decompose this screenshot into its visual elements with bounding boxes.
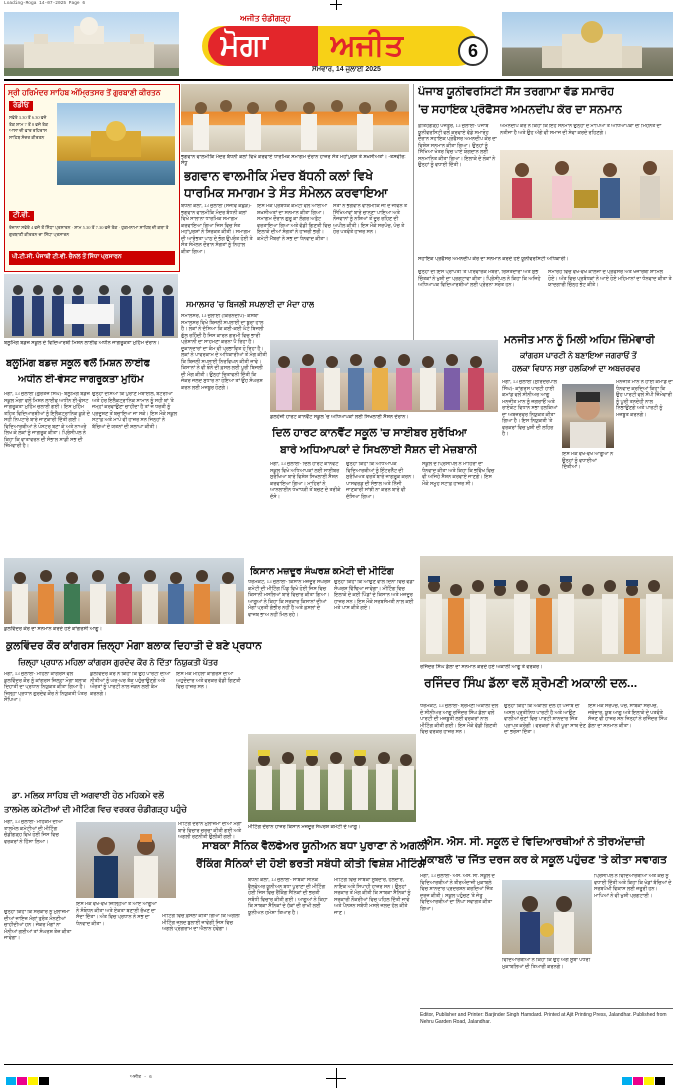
valmiki-event-photo (181, 84, 409, 152)
valmiki-headline-line1: ਭਗਵਾਨ ਵਾਲਮੀਕਿ ਮੰਦਰ ਬੱਧਨੀ ਕਲਾਂ ਵਿਖੇ (184, 169, 374, 183)
valmiki-body-col3: ਸੰਤਾਂ ਨੇ ਭਗਵਾਨ ਵਾਲਮੀਕਿ ਜੀ ਦੇ ਜੀਵਨ ਤੇ ਸਿੱਖਿਆਵਾਂ ਬਾਰੇ ਚਾਨਣਾ ਪਾਇਆ ਅਤੇ ਨੌਜਵਾਨਾਂ ਨੂੰ ਨਸ਼ਿਆਂ ਤੋਂ ਦੂਰ ਰਹਿਣ ਦੀ ਅਪੀਲ ਕੀਤੀ। ਇਸ ਮੌਕੇ ਸਰਪੰਚ, ਪੰਚ ਤੇ ਹੋਰ ਪਤਵੰਤੇ ਹਾਜ਼ਰ ਸਨ। (333, 204, 408, 235)
sainik-body-col2: ਮੀਟਿੰਗ ਵਿਚ ਸਾਬਕਾ ਸੂਬੇਦਾਰ, ਹੌਲਦਾਰ, ਨਾਇਕ ਅਤੇ ਸਿਪਾਹੀ ਹਾਜ਼ਰ ਸਨ। ਉਨ੍ਹਾਂ ਸਰਕਾਰ ਤੋਂ ਮੰਗ ਕੀਤੀ ਕਿ ਸਾਬਕਾ ਸੈਨਿਕਾਂ ਨੂੰ ਸਰਕਾਰੀ ਨੌਕਰੀਆਂ ਵਿਚ ਪਹਿਲ ਦਿੱਤੀ ਜਾਵੇ ਅਤੇ ਪੈਨਸ਼ਨ ਸਬੰਧੀ ਮਸਲੇ ਜਲਦ ਹੱਲ ਕੀਤੇ ਜਾਣ। (334, 878, 411, 916)
sas-body-col1: ਮੋਗਾ, 13 ਜੁਲਾਈ- ਐਸ. ਐਸ. ਸੀ. ਸਕੂਲ ਦੇ ਵਿਦਿਆਰਥੀਆਂ ਨੇ ਤੀਰਅੰਦਾਜ਼ੀ ਮੁਕਾਬਲੇ ਵਿਚ ਸ਼ਾਨਦਾਰ ਪ੍ਰਦਰਸ਼ਨ ਕਰਦਿਆਂ ਜਿੱਤ ਦਰਜ ਕੀਤੀ। ਸਕੂਲ ਪਹੁੰਚਣ 'ਤੇ ਜੇਤੂ ਵਿਦਿਆਰਥੀਆਂ ਦਾ ਨਿੱਘਾ ਸਵਾਗਤ ਕੀਤਾ ਗਿਆ। (420, 874, 495, 912)
akali-body-col1: ਧਰਮਕੋਟ, 13 ਜੁਲਾਈ- ਸ਼੍ਰੋਮਣੀ ਅਕਾਲੀ ਦਲ ਦੇ ਸੀਨੀਅਰ ਆਗੂ ਰਜਿੰਦਰ ਸਿੰਘ ਡੱਲਾ ਵਲੋਂ ਪਾਰਟੀ ਦੀ ਮਜ਼ਬੂਤੀ ਲਈ ਵਰਕਰਾਂ ਨਾਲ ਮੀਟਿੰਗ ਕੀਤੀ ਗਈ। ਇਸ ਮੌਕੇ ਵੱਡੀ ਗਿਣਤੀ ਵਿਚ ਵਰਕਰ ਹਾਜ਼ਰ ਸਨ। (420, 704, 499, 735)
archery-illustration (502, 880, 592, 954)
sas-archery-photo (502, 880, 592, 954)
portrait-illustration (562, 384, 614, 448)
masthead-rule (4, 79, 673, 81)
cyber-headline-line1: ਦਿਲ ਹਾਰਟ ਕਾਨਵੈਂਟ ਸਕੂਲ 'ਚ ਸਾਈਬਰ ਸੁਰੱਖਿਆ (272, 427, 468, 439)
dr-body-col4: ਇਸ ਮੌਕੇ ਵੱਖ-ਵੱਖ ਜ਼ਿਲ੍ਹਿਆਂ ਤੋਂ ਆਏ ਆਗੂਆਂ ਨੇ ਸੰਬੋਧਨ ਕੀਤਾ ਅਤੇ ਏਕਤਾ ਬਣਾਈ ਰੱਖਣ ਦਾ ਸੱਦਾ ਦਿੱਤਾ। ਅੰਤ ਵਿਚ ਪ੍ਰਧਾਨ ਨੇ ਸਭ ਦਾ ਧੰਨਵਾਦ ਕੀਤਾ। (76, 902, 157, 927)
blooming-body-col2: ਉਨ੍ਹਾਂ ਦੱਸਿਆ ਕਿ ਪੁਰਾਣੇ ਮੋਬਾਈਲ, ਬੈਟਰੀਆਂ ਅਤੇ ਹੋਰ ਇਲੈਕਟ੍ਰਾਨਿਕ ਸਾਮਾਨ ਨੂੰ ਸਹੀ ਥਾਂ 'ਤੇ ਜਮ੍ਹਾਂ ਕਰਵਾਉਣਾ ਚਾਹੀਦਾ ਹੈ ਤਾਂ ਜੋ ਧਰਤੀ ਨੂੰ ਪ੍ਰਦੂਸ਼ਣ ਤੋਂ ਬਚਾਇਆ ਜਾ ਸਕੇ। ਇਸ ਮੌਕੇ ਸਕੂਲ ਸਟਾਫ਼ ਅਤੇ ਮਾਪੇ ਵੀ ਹਾਜ਼ਰ ਸਨ ਜਿਨ੍ਹਾਂ ਨੇ ਬੱਚਿਆਂ ਦੇ ਯਤਨਾਂ ਦੀ ਸ਼ਲਾਘਾ ਕੀਤੀ। (92, 392, 178, 430)
crop-mark (336, 0, 337, 10)
crop-mark (330, 4, 342, 5)
masthead-tagline: ਅਜੀਤ ਚੰਡੀਗੜ੍ਹ (240, 14, 291, 23)
kulwinder-body-col1: ਮੋਗਾ, 13 ਜੁਲਾਈ- ਮਹਿਲਾ ਕਾਂਗਰਸ ਵਲੋਂ ਕੁਲਵਿੰਦਰ ਕੌਰ ਨੂੰ ਕਾਂਗਰਸ ਜ਼ਿਲ੍ਹਾ ਮੋਗਾ ਬਲਾਕ ਦਿਹਾਤੀ ਦਾ ਪ੍ਰਧਾਨ ਨਿਯੁਕਤ ਕੀਤਾ ਗਿਆ ਹੈ। ਜ਼ਿਲ੍ਹਾ ਪ੍ਰਧਾਨ ਗੁਰਦੇਵ ਕੌਰ ਨੇ ਨਿਯੁਕਤੀ ਪੱਤਰ ਸੌਂਪਿਆ। (4, 672, 87, 703)
cyber-body-col3: ਸਕੂਲ ਦੇ ਪ੍ਰਿੰਸੀਪਲ ਨੇ ਮਾਹਿਰਾਂ ਦਾ ਧੰਨਵਾਦ ਕੀਤਾ ਅਤੇ ਕਿਹਾ ਕਿ ਭਵਿੱਖ ਵਿਚ ਵੀ ਅਜਿਹੇ ਸੈਸ਼ਨ ਕਰਵਾਏ ਜਾਣਗੇ। ਇਸ ਮੌਕੇ ਸਮੂਹ ਸਟਾਫ਼ ਹਾਜ਼ਰ ਸੀ। (422, 462, 495, 487)
masthead-city: ਮੋਗਾ (220, 29, 270, 62)
kulwinder-headline: ਕੁਲਵਿੰਦਰ ਕੌਰ ਕਾਂਗਰਸ ਜ਼ਿਲ੍ਹਾ ਮੋਗਾ ਬਲਾਕ ਦਿਹਾਤੀ ਦੇ ਬਣੇ ਪ੍ਰਧਾਨ (6, 640, 262, 652)
page-number-badge (458, 36, 488, 66)
blooming-buds-caption: ਬਲੂਮਿੰਗ ਬਡਜ਼ ਸਕੂਲ ਦੇ ਵਿਦਿਆਰਥੀ ਮਿਸ਼ਨ ਲਾਈਫ ਅਧੀਨ ਜਾਗਰੂਕਤਾ ਮੁਹਿੰਮ ਦੌਰਾਨ। (4, 340, 160, 346)
kulwinder-photo (4, 558, 244, 624)
blooming-buds-photo (4, 274, 178, 338)
dalhousie-caption: ਡਲਹੌਜ਼ੀ ਹਾਰਟ ਕਾਨਵੈਂਟ ਸਕੂਲ 'ਚ ਅਧਿਆਪਕਾਂ ਲਈ ਸਿਖਲਾਈ ਸੈਸ਼ਨ ਦੌਰਾਨ। (270, 414, 409, 420)
akali-headline: ਰਜਿੰਦਰ ਸਿੰਘ ਡੱਲਾ ਵਲੋਂ ਸ਼੍ਰੋਮਣੀ ਅਕਾਲੀ ਦਲ... (424, 676, 638, 690)
meeting-illustration (76, 822, 176, 898)
kisan-body-col1: ਧਰਮਕੋਟ, 13 ਜੁਲਾਈ- ਕਿਸਾਨ ਮਜ਼ਦੂਰ ਸੰਘਰਸ਼ ਕਮੇਟੀ ਦੀ ਮੀਟਿੰਗ ਪਿੰਡ ਵਿਖੇ ਹੋਈ ਜਿਸ ਵਿਚ ਕਿਸਾਨੀ ਮਸਲਿਆਂ ਬਾਰੇ ਵਿਚਾਰ ਕੀਤਾ ਗਿਆ। ਆਗੂਆਂ ਨੇ ਕਿਹਾ ਕਿ ਸਰਕਾਰ ਕਿਸਾਨਾਂ ਦੀਆਂ ਮੰਗਾਂ ਪ੍ਰਤੀ ਗੰਭੀਰ ਨਹੀਂ ਹੈ ਅਤੇ ਫ਼ਸਲਾਂ ਦੇ ਵਾਜਬ ਭਾਅ ਨਹੀਂ ਮਿਲ ਰਹੇ। (248, 580, 331, 618)
kisan-group-illustration (248, 734, 416, 822)
manjit-portrait (562, 384, 614, 448)
sas-headline-line1: ਐਸ. ਐਸ. ਸੀ. ਸਕੂਲ ਦੇ ਵਿਦਿਆਰਥੀਆਂ ਨੇ ਤੀਰਅੰਦਾਜ਼ੀ (424, 836, 645, 848)
dr-body-col5: ਮੀਟਿੰਗ ਵਿਚ ਫ਼ੈਸਲਾ ਕੀਤਾ ਗਿਆ ਕਿ ਅਗਲੀ ਮੀਟਿੰਗ ਜਲਦ ਬੁਲਾਈ ਜਾਵੇਗੀ ਜਿਸ ਵਿਚ ਅਗਲੇ ਪ੍ਰੋਗਰਾਮ ਦਾ ਐਲਾਨ ਹੋਵੇਗਾ। (162, 914, 240, 932)
footer-rule (4, 1064, 673, 1065)
kulwinder-body-col3: ਇਸ ਮੌਕੇ ਮਹਿਲਾ ਕਾਂਗਰਸ ਦੀਆਂ ਅਹੁਦੇਦਾਰ ਅਤੇ ਵਰਕਰ ਵੱਡੀ ਗਿਣਤੀ ਵਿਚ ਹਾਜ਼ਰ ਸਨ। (176, 672, 241, 690)
blooming-headline-line2: ਅਧੀਨ ਈ-ਵੇਸਟ ਜਾਗਰੂਕਤਾ ਮੁਹਿੰਮ (18, 374, 144, 385)
bijli-body-col1: ਸਮਾਲਸਰ, 13 ਜੁਲਾਈ (ਕਿਰਨਦੀਪ)- ਕਸਬਾ ਸਮਾਲਸਰ ਵਿਖੇ ਬਿਜਲੀ ਸਪਲਾਈ ਦਾ ਬੁਰਾ ਹਾਲ ਹੈ। ਲੋਕਾਂ ਨੇ ਦੱਸਿਆ ਕਿ ਕਈ-ਕਈ ਘੰਟੇ ਬਿਜਲੀ ਗੁੱਲ ਰਹਿੰਦੀ ਹੈ ਜਿਸ ਕਾਰਨ ਗਰਮੀ ਵਿਚ ਭਾਰੀ ਪ੍ਰੇਸ਼ਾਨੀ ਦਾ ਸਾਹਮਣਾ ਕਰਨਾ ਪੈ ਰਿਹਾ ਹੈ। ਦੁਕਾਨਦਾਰਾਂ ਦਾ ਕੰਮ ਵੀ ਪ੍ਰਭਾਵਿਤ ਹੋ ਰਿਹਾ ਹੈ। ਲੋਕਾਂ ਨੇ ਪਾਵਰਕਾਮ ਦੇ ਅਧਿਕਾਰੀਆਂ ਤੋਂ ਮੰਗ ਕੀਤੀ ਕਿ ਬਿਜਲੀ ਸਪਲਾਈ ਨਿਰਵਿਘਨ ਕੀਤੀ ਜਾਵੇ। ਕਿਸਾਨਾਂ ਨੇ ਵੀ ਝੋਨੇ ਦੀ ਫ਼ਸਲ ਲਈ ਪੂਰੀ ਬਿਜਲੀ ਦੀ ਮੰਗ ਕੀਤੀ। ਉਨ੍ਹਾਂ ਚਿਤਾਵਨੀ ਦਿੱਤੀ ਕਿ ਜੇਕਰ ਜਲਦ ਸੁਧਾਰ ਨਾ ਹੋਇਆ ਤਾਂ ਉਹ ਸੰਘਰਸ਼ ਕਰਨ ਲਈ ਮਜਬੂਰ ਹੋਣਗੇ। (181, 314, 267, 391)
valmiki-headline-line2: ਧਾਰਮਿਕ ਸਮਾਗਮ ਤੇ ਸੰਤ ਸੰਮੇਲਨ ਕਰਵਾਇਆ (184, 186, 388, 200)
dr-body-col1: ਮੋਗਾ, 13 ਜੁਲਾਈ- ਮਹਿਕਮੇ ਦੀਆਂ ਤਾਲਮੇਲ ਕਮੇਟੀਆਂ ਦੀ ਮੀਟਿੰਗ ਚੰਡੀਗੜ੍ਹ ਵਿਖੇ ਹੋਈ ਜਿਸ ਵਿਚ ਵਰਕਰਾਂ ਨੇ ਹਿੱਸਾ ਲਿਆ। (4, 820, 63, 845)
cyber-body-col1: ਮੋਗਾ, 13 ਜੁਲਾਈ- ਦਿਲ ਹਾਰਟ ਕਾਨਵੈਂਟ ਸਕੂਲ ਵਿਖੇ ਅਧਿਆਪਕਾਂ ਲਈ ਸਾਈਬਰ ਸੁਰੱਖਿਆ ਬਾਰੇ ਵਿਸ਼ੇਸ਼ ਸਿਖਲਾਈ ਸੈਸ਼ਨ ਕਰਵਾਇਆ ਗਿਆ। ਮਾਹਿਰਾਂ ਨੇ ਆਨਲਾਈਨ ਧੋਖਾਧੜੀ ਤੋਂ ਬਚਣ ਦੇ ਤਰੀਕੇ ਦੱਸੇ। (270, 462, 341, 500)
crop-mark (326, 1078, 346, 1079)
university-headline-line1: ਪੰਜਾਬ ਯੂਨੀਵਰਸਿਟੀ ਸੈਂਸ ਤਰਗਾਮਾ ਵੱਡ ਸਮਾਰੋਹ (418, 86, 615, 98)
university-caption: ਸਹਾਇਕ ਪ੍ਰੋਫੈਸਰ ਅਮਨਦੀਪ ਕੌਰ ਦਾ ਸਨਮਾਨ ਕਰਦੇ ਹੋਏ ਯੂਨੀਵਰਸਿਟੀ ਅਧਿਕਾਰੀ। (418, 256, 569, 262)
masthead-paper: ਅਜੀਤ (330, 29, 404, 62)
akali-crowd-illustration (420, 556, 673, 662)
dalhousie-photo (270, 340, 498, 412)
golden-temple-photo (57, 103, 175, 185)
gurdwara-illustration (502, 12, 673, 76)
akali-caption: ਰਜਿੰਦਰ ਸਿੰਘ ਡੱਲਾ ਦਾ ਸਨਮਾਨ ਕਰਦੇ ਹੋਏ ਅਕਾਲੀ ਆਗੂ ਤੇ ਵਰਕਰ। (420, 664, 543, 670)
university-headline-line2: 'ਚ ਸਹਾਇਕ ਪ੍ਰੋਫੈਸਰ ਅਮਨਦੀਪ ਕੌਰ ਦਾ ਸਨਮਾਨ (418, 104, 623, 116)
blooming-body-col1: ਮੋਗਾ, 13 ਜੁਲਾਈ (ਗੁਰਤੇਜ ਸਿੰਘ)- ਬਲੂਮਿੰਗ ਬਡਜ਼ ਸਕੂਲ ਮੋਗਾ ਵਲੋਂ ਮਿਸ਼ਨ ਲਾਈਫ ਅਧੀਨ ਈ-ਵੇਸਟ ਜਾਗਰੂਕਤਾ ਮੁਹਿੰਮ ਚਲਾਈ ਗਈ। ਇਸ ਮੁਹਿੰਮ ਤਹਿਤ ਵਿਦਿਆਰਥੀਆਂ ਨੂੰ ਇਲੈਕਟ੍ਰਾਨਿਕ ਕੂੜੇ ਦੇ ਸਹੀ ਨਿਪਟਾਰੇ ਬਾਰੇ ਜਾਣਕਾਰੀ ਦਿੱਤੀ ਗਈ। ਵਿਦਿਆਰਥੀਆਂ ਨੇ ਪੋਸਟਰ ਬਣਾ ਕੇ ਅਤੇ ਨਾਅਰੇ ਲਿਖ ਕੇ ਲੋਕਾਂ ਨੂੰ ਜਾਗਰੂਕ ਕੀਤਾ। ਪ੍ਰਿੰਸੀਪਲ ਨੇ ਕਿਹਾ ਕਿ ਵਾਤਾਵਰਨ ਦੀ ਸੰਭਾਲ ਸਾਡੀ ਸਭ ਦੀ ਜ਼ਿੰਮੇਵਾਰੀ ਹੈ। (4, 392, 90, 449)
gurbani-ad-footer-band (9, 251, 175, 265)
gurbani-ad-timings: ਸਵੇਰੇ 3.30 ਤੋਂ 6.30 ਵਜੇ ਤੱਕ ਸ਼ਾਮ 7 ਤੋਂ 8 ਵਜੇ ਤੱਕ ਆਸਾ ਦੀ ਵਾਰ ਰਹਿਰਾਸ ਸਾਹਿਬ ਸੋਦਰ ਕੀਰਤਨ (9, 115, 49, 140)
manjit-headline: ਮਨਜੀਤ ਮਾਨ ਨੂੰ ਮਿਲੀ ਅਹਿਮ ਜ਼ਿੰਮੇਵਾਰੀ (504, 334, 655, 346)
color-registration-bar (6, 1072, 50, 1090)
golden-temple-illustration (57, 103, 175, 185)
honor-illustration (500, 150, 673, 220)
bijli-headline: ਸਮਾਲਸਰ 'ਚ ਬਿਜਲੀ ਸਪਲਾਈ ਦਾ ਮੰਦਾ ਹਾਲ (186, 300, 315, 309)
university-body-col3: ਉਨ੍ਹਾਂ ਦੀ ਇਸ ਪ੍ਰਾਪਤੀ 'ਤੇ ਪਰਿਵਾਰਕ ਮੈਂਬਰਾਂ, ਰਿਸ਼ਤੇਦਾਰਾਂ ਅਤੇ ਸ਼ੁੱਭ ਚਿੰਤਕਾਂ ਨੇ ਖੁਸ਼ੀ ਦਾ ਪ੍ਰਗਟਾਵਾ ਕੀਤਾ। ਪ੍ਰਿੰਸੀਪਲ ਨੇ ਕਿਹਾ ਕਿ ਅਜਿਹੇ ਅਧਿਆਪਕ ਵਿਦਿਆਰਥੀਆਂ ਲਈ ਪ੍ਰੇਰਨਾ ਸਰੋਤ ਹਨ। (418, 270, 541, 288)
akali-body-col2: ਉਨ੍ਹਾਂ ਕਿਹਾ ਕਿ ਅਕਾਲੀ ਦਲ ਹੀ ਪੰਜਾਬ ਦੀ ਅਸਲ ਪ੍ਰਤੀਨਿਧ ਪਾਰਟੀ ਹੈ ਅਤੇ ਆਉਣ ਵਾਲੀਆਂ ਚੋਣਾਂ ਵਿਚ ਪਾਰਟੀ ਸ਼ਾਨਦਾਰ ਜਿੱਤ ਪ੍ਰਾਪਤ ਕਰੇਗੀ। ਵਰਕਰਾਂ ਨੇ ਵੀ ਪੂਰਾ ਸਾਥ ਦੇਣ ਦਾ ਭਰੋਸਾ ਦਿੱਤਾ। (504, 704, 586, 735)
masthead-date: ਸੋਮਵਾਰ, 14 ਜੁਲਾਈ 2025 (312, 66, 381, 73)
blooming-headline-line1: ਬਲੂਮਿੰਗ ਬਡਜ਼ ਸਕੂਲ ਵਲੋਂ ਮਿਸ਼ਨ ਲਾਈਫ (6, 358, 151, 369)
kisan-body-col2: ਉਨ੍ਹਾਂ ਕਿਹਾ ਕਿ ਆਉਣ ਵਾਲੇ ਦਿਨਾਂ ਵਿਚ ਵੱਡਾ ਸੰਘਰਸ਼ ਵਿੱਢਿਆ ਜਾਵੇਗਾ। ਮੀਟਿੰਗ ਵਿਚ ਇਲਾਕੇ ਦੇ ਕਈ ਪਿੰਡਾਂ ਦੇ ਕਿਸਾਨ ਅਤੇ ਮਜ਼ਦੂਰ ਹਾਜ਼ਰ ਸਨ। ਇਸ ਮੌਕੇ ਸਰਬਸੰਮਤੀ ਨਾਲ ਕਈ ਮਤੇ ਪਾਸ ਕੀਤੇ ਗਏ। (334, 580, 415, 611)
kulwinder-body-col2: ਕੁਲਵਿੰਦਰ ਕੌਰ ਨੇ ਕਿਹਾ ਕਿ ਉਹ ਪਾਰਟੀ ਦੀਆਂ ਨੀਤੀਆਂ ਨੂੰ ਘਰ-ਘਰ ਤੱਕ ਪਹੁੰਚਾਉਣਗੇ ਅਤੇ ਔਰਤਾਂ ਨੂੰ ਪਾਰਟੀ ਨਾਲ ਜੋੜਨ ਲਈ ਕੰਮ ਕਰਨਗੇ। (90, 672, 171, 697)
teachers-illustration (270, 340, 498, 412)
manjit-body-col1: ਮੋਗਾ, 13 ਜੁਲਾਈ (ਸੁਰਿੰਦਰਪਾਲ ਸਿੰਘ)- ਕਾਂਗਰਸ ਪਾਰਟੀ ਹਾਈ ਕਮਾਂਡ ਵਲੋਂ ਸੀਨੀਅਰ ਆਗੂ ਮਨਜੀਤ ਮਾਨ ਨੂੰ ਜਗਰਾਓਂ ਅਤੇ ਰਾਏਕੋਟ ਵਿਧਾਨ ਸਭਾ ਹਲਕਿਆਂ ਦਾ ਅਬਜ਼ਰਵਰ ਨਿਯੁਕਤ ਕੀਤਾ ਗਿਆ ਹੈ। ਇਸ ਨਿਯੁਕਤੀ 'ਤੇ ਵਰਕਰਾਂ ਵਿਚ ਖੁਸ਼ੀ ਦੀ ਲਹਿਰ ਹੈ। (502, 380, 558, 437)
dr-headline-line1: ਡਾ. ਮਲਿਕ ਸਾਹਿਬ ਦੀ ਅਗਵਾਈ ਹੇਠ ਮਹਿਕਮੇ ਵਲੋਂ (12, 790, 164, 800)
kisan-meeting-photo (248, 734, 416, 822)
manjit-subhead-line1: ਕਾਂਗਰਸ ਪਾਰਟੀ ਨੇ ਬਣਾਇਆ ਜਗਰਾਓਂ ਤੋਂ (520, 351, 637, 360)
sas-body-col3: ਵਿਦਿਆਰਥੀਆਂ ਨੇ ਕਿਹਾ ਕਿ ਉਹ ਅੱਗੇ ਸੂਬਾ ਪੱਧਰੀ ਮੁਕਾਬਲਿਆਂ ਦੀ ਤਿਆਰੀ ਕਰਨਗੇ। (502, 958, 591, 970)
valmiki-body-col2: ਇਸ ਮੌਕੇ ਪ੍ਰਬੰਧਕ ਕਮੇਟੀ ਵਲੋਂ ਆਈਆਂ ਸ਼ਖ਼ਸੀਅਤਾਂ ਦਾ ਸਨਮਾਨ ਕੀਤਾ ਗਿਆ। ਸਮਾਗਮ ਦੌਰਾਨ ਗੁਰੂ ਕਾ ਲੰਗਰ ਅਤੁੱਟ ਵਰਤਾਇਆ ਗਿਆ ਅਤੇ ਵੱਡੀ ਗਿਣਤੀ ਵਿਚ ਇਲਾਕੇ ਦੀਆਂ ਸੰਗਤਾਂ ਨੇ ਹਾਜ਼ਰੀ ਭਰੀ। ਕਮੇਟੀ ਮੈਂਬਰਾਂ ਨੇ ਸਭ ਦਾ ਧੰਨਵਾਦ ਕੀਤਾ। (257, 204, 331, 242)
color-registration-bar (622, 1072, 666, 1090)
gurbani-ad-footer: ਪੀ.ਟੀ.ਸੀ. ਪੰਜਾਬੀ ਟੀ.ਵੀ. ਚੈਨਲ ਤੋਂ ਸਿੱਧਾ ਪ੍ਰਸਾਰਨ (12, 254, 122, 260)
university-body-col1: ਫ਼ਤਿਹਗੜ੍ਹ ਪੰਜਤੂਰ, 13 ਜੁਲਾਈ- ਪੰਜਾਬ ਯੂਨੀਵਰਸਿਟੀ ਵਲੋਂ ਕਰਵਾਏ ਵੱਡੇ ਸਮਾਰੋਹ ਦੌਰਾਨ ਸਹਾਇਕ ਪ੍ਰੋਫੈਸਰ ਅਮਨਦੀਪ ਕੌਰ ਦਾ ਵਿਸ਼ੇਸ਼ ਸਨਮਾਨ ਕੀਤਾ ਗਿਆ। ਉਨ੍ਹਾਂ ਨੂੰ ਸਿੱਖਿਆ ਖੇਤਰ ਵਿਚ ਪਾਏ ਯੋਗਦਾਨ ਲਈ ਸਨਮਾਨਿਤ ਕੀਤਾ ਗਿਆ। ਇਲਾਕੇ ਦੇ ਲੋਕਾਂ ਨੇ ਉਨ੍ਹਾਂ ਨੂੰ ਵਧਾਈ ਦਿੱਤੀ। (418, 124, 497, 168)
cyber-body-col2: ਉਨ੍ਹਾਂ ਕਿਹਾ ਕਿ ਅਧਿਆਪਕ ਵਿਦਿਆਰਥੀਆਂ ਨੂੰ ਇੰਟਰਨੈੱਟ ਦੀ ਸੁਰੱਖਿਅਤ ਵਰਤੋਂ ਬਾਰੇ ਜਾਗਰੂਕ ਕਰਨ। ਪਾਸਵਰਡ ਦੀ ਸੰਭਾਲ ਅਤੇ ਨਿੱਜੀ ਜਾਣਕਾਰੀ ਸਾਂਝੀ ਨਾ ਕਰਨ ਬਾਰੇ ਵੀ ਦੱਸਿਆ ਗਿਆ। (346, 462, 415, 500)
valmiki-caption: ਭਗਵਾਨ ਵਾਲਮੀਕਿ ਮੰਦਰ ਬੱਧਨੀ ਕਲਾਂ ਵਿਖੇ ਕਰਵਾਏ ਧਾਰਮਿਕ ਸਮਾਗਮ ਦੌਰਾਨ ਹਾਜ਼ਰ ਸੰਤ ਮਹਾਂਪੁਰਸ਼ ਤੇ ਸ਼ਖ਼ਸੀਅਤਾਂ। -ਤਸਵੀਰ: ਸੰਧੂ (181, 154, 406, 166)
imprint: Editor, Publisher and Printer: Barjinder Singh Hamdard. Printed at Ajit Printing Press, Jalandhar. Published from Nehru Garden Road, Jalandhar. (420, 1012, 667, 1025)
university-body-col2: ਅਮਨਦੀਪ ਕੌਰ ਨੇ ਕਿਹਾ ਕਿ ਇਹ ਸਨਮਾਨ ਉਨ੍ਹਾਂ ਦੇ ਮਾਪਿਆਂ ਤੇ ਅਧਿਆਪਕਾਂ ਦੀ ਮਿਹਨਤ ਦਾ ਨਤੀਜਾ ਹੈ ਅਤੇ ਉਹ ਅੱਗੇ ਵੀ ਸਮਾਜ ਦੀ ਸੇਵਾ ਕਰਦੇ ਰਹਿਣਗੇ। (500, 124, 662, 136)
dr-body-col2: ਮੀਟਿੰਗ ਦੌਰਾਨ ਮੁਲਾਜ਼ਮਾਂ ਦੀਆਂ ਮੰਗਾਂ ਬਾਰੇ ਵਿਚਾਰ ਚਰਚਾ ਕੀਤੀ ਗਈ ਅਤੇ ਅਗਲੀ ਰਣਨੀਤੀ ਉਲੀਕੀ ਗਈ। (178, 822, 242, 840)
kulwinder-subhead: ਜ਼ਿਲ੍ਹਾ ਪ੍ਰਧਾਨ ਮਹਿਲਾ ਕਾਂਗਰਸ ਗੁਰਦੇਵ ਕੌਰ ਨੇ ਦਿੱਤਾ ਨਿਯੁਕਤੀ ਪੱਤਰ (18, 658, 219, 667)
university-body-col4: ਸਮਾਰੋਹ ਵਿਚ ਵੱਖ-ਵੱਖ ਕਾਲਜਾਂ ਦੇ ਪ੍ਰੋਫੈਸਰ ਅਤੇ ਖੋਜਾਰਥੀ ਸ਼ਾਮਿਲ ਹੋਏ। ਅੰਤ ਵਿਚ ਪ੍ਰਬੰਧਕਾਂ ਨੇ ਆਏ ਹੋਏ ਮਹਿਮਾਨਾਂ ਦਾ ਧੰਨਵਾਦ ਕੀਤਾ ਤੇ ਯਾਦਗਾਰੀ ਚਿੰਨ੍ਹ ਭੇਟ ਕੀਤੇ। (548, 270, 672, 288)
akali-body-col3: ਇਸ ਮੌਕੇ ਸਰਪੰਚ, ਪੰਚ, ਸਾਬਕਾ ਸਰਪੰਚ, ਜਥੇਦਾਰ, ਯੂਥ ਆਗੂ ਅਤੇ ਇਲਾਕੇ ਦੇ ਪਤਵੰਤੇ ਸੱਜਣ ਵੀ ਹਾਜ਼ਰ ਸਨ ਜਿਨ੍ਹਾਂ ਨੇ ਰਜਿੰਦਰ ਸਿੰਘ ਡੱਲਾ ਦਾ ਸਨਮਾਨ ਕੀਤਾ। (588, 704, 668, 729)
sainik-body-col1: ਬਧਨੀ ਕਲਾਂ, 13 ਜੁਲਾਈ- ਸਾਬਕਾ ਸੈਨਿਕ ਵੈਲਫੇਅਰ ਯੂਨੀਅਨ ਬਧਾ ਪੁਰਾਣਾ ਦੀ ਮੀਟਿੰਗ ਹੋਈ ਜਿਸ ਵਿਚ ਰੈਂਕਿੰਗ ਸੈਨਿਕਾਂ ਦੀ ਭਰਤੀ ਸਬੰਧੀ ਵਿਚਾਰ ਕੀਤੀ ਗਈ। ਆਗੂਆਂ ਨੇ ਕਿਹਾ ਕਿ ਸਾਬਕਾ ਸੈਨਿਕਾਂ ਦੇ ਹੱਕਾਂ ਦੀ ਰਾਖੀ ਲਈ ਯੂਨੀਅਨ ਹਮੇਸ਼ਾ ਤਿਆਰ ਹੈ। (248, 878, 328, 916)
dr-body-col3: ਉਨ੍ਹਾਂ ਕਿਹਾ ਕਿ ਸਰਕਾਰ ਨੂੰ ਮੁਲਾਜ਼ਮਾਂ ਦੀਆਂ ਜਾਇਜ਼ ਮੰਗਾਂ ਤੁਰੰਤ ਮੰਨਣੀਆਂ ਚਾਹੀਦੀਆਂ ਹਨ। ਜੇਕਰ ਮੰਗਾਂ ਨਾ ਮੰਨੀਆਂ ਗਈਆਂ ਤਾਂ ਸੰਘਰਸ਼ ਤੇਜ਼ ਕੀਤਾ ਜਾਵੇਗਾ। (4, 910, 72, 941)
valmiki-body-col1: ਬੱਧਨੀ ਕਲਾਂ, 13 ਜੁਲਾਈ (ਸੰਜੀਵ ਕੋਛੜ)- ਭਗਵਾਨ ਵਾਲਮੀਕਿ ਮੰਦਰ ਬੱਧਨੀ ਕਲਾਂ ਵਿਖੇ ਸਾਲਾਨਾ ਧਾਰਮਿਕ ਸਮਾਗਮ ਕਰਵਾਇਆ ਗਿਆ ਜਿਸ ਵਿਚ ਸੰਤ ਮਹਾਂਪੁਰਸ਼ਾਂ ਨੇ ਸ਼ਿਰਕਤ ਕੀਤੀ। ਸਮਾਗਮ ਦੀ ਆਰੰਭਤਾ ਪਾਠ ਦੇ ਭੋਗ ਉਪਰੰਤ ਹੋਈ ਤੇ ਸੰਤ ਸੰਮੇਲਨ ਦੌਰਾਨ ਸੰਗਤਾਂ ਨੂੰ ਨਿਹਾਲ ਕੀਤਾ ਗਿਆ। (181, 204, 253, 255)
footer-page-label: ਅਜੀਤ - 6 (130, 1075, 152, 1080)
sainik-headline-line1: ਸਾਬਕਾ ਸੈਨਿਕ ਵੈਲਫੇਅਰ ਯੂਨੀਅਨ ਬਧਾ ਪੁਰਾਣਾ ਨੇ ਅਗਲੀ (202, 840, 429, 852)
masthead-photo-left (4, 12, 179, 76)
crowd-illustration (181, 84, 409, 152)
congress-group-illustration (4, 558, 244, 624)
gurbani-ad-radio-label: ਰੇਡੀਓ (9, 101, 33, 111)
masthead-photo-right (502, 12, 673, 76)
dr-headline-line2: ਤਾਲਮੇਲ ਕਮੇਟੀਆਂ ਦੀ ਮੀਟਿੰਗ ਵਿਚ ਵਰਕਰ ਚੰਡੀਗੜ੍ਹ ਪਹੁੰਚੇ (4, 804, 187, 814)
sas-headline-line2: ਮੁਕਾਬਲੇ 'ਚ ਜਿੱਤ ਦਰਜ ਕਰ ਕੇ ਸਕੂਲ ਪਹੁੰਚਣ 'ਤੇ ਕੀਤਾ ਸਵਾਗਤ (420, 854, 668, 866)
kulwinder-caption: ਕੁਲਵਿੰਦਰ ਕੌਰ ਦਾ ਸਨਮਾਨ ਕਰਦੇ ਹੋਏ ਕਾਂਗਰਸੀ ਆਗੂ। (4, 626, 102, 632)
dr-meeting-photo (76, 822, 176, 898)
students-illustration (4, 274, 178, 338)
kisan-headline: ਕਿਸਾਨ ਮਜ਼ਦੂਰ ਸੰਘਰਸ਼ ਕਮੇਟੀ ਦੀ ਮੀਟਿੰਗ (250, 566, 394, 577)
imprint-rule (420, 1008, 673, 1009)
temple-illustration (4, 12, 179, 76)
gurbani-ad-tv-label: ਟੀ.ਵੀ. (9, 211, 34, 221)
university-honor-photo (500, 150, 673, 220)
gurbani-ad (4, 84, 180, 272)
sas-body-col2: ਪ੍ਰਿੰਸੀਪਲ ਨੇ ਵਿਦਿਆਰਥੀਆਂ ਅਤੇ ਕੋਚ ਨੂੰ ਵਧਾਈ ਦਿੱਤੀ ਅਤੇ ਕਿਹਾ ਕਿ ਖੇਡਾਂ ਬੱਚਿਆਂ ਦੇ ਸਰਬਪੱਖੀ ਵਿਕਾਸ ਲਈ ਜ਼ਰੂਰੀ ਹਨ। ਮਾਪਿਆਂ ਨੇ ਵੀ ਖੁਸ਼ੀ ਪ੍ਰਗਟਾਈ। (594, 874, 672, 899)
manjit-subhead-line2: ਹਲਕਾ ਵਿਧਾਨ ਸਭਾ ਹਲਕਿਆਂ ਦਾ ਅਬਜ਼ਰਵਰ (512, 364, 641, 373)
masthead-banner (180, 14, 500, 76)
gurbani-ad-body: ਰੋਜ਼ਾਨਾ ਸਵੇਰੇ 4 ਵਜੇ ਤੋਂ ਸਿੱਧਾ ਪ੍ਰਸਾਰਨ · ਸ਼ਾਮ 5.30 ਤੋਂ 7.30 ਵਜੇ ਤੱਕ · ਹੁਕਮਨਾਮਾ ਸਾਹਿਬ ਦੀ ਕਥਾ ਤੇ ਗੁਰਬਾਣੀ ਕੀਰਤਨ ਦਾ ਸਿੱਧਾ ਪ੍ਰਸਾਰਨ (9, 225, 169, 237)
manjit-body-col3: ਇਸ ਮੌਕੇ ਵੱਖ-ਵੱਖ ਆਗੂਆਂ ਨੇ ਉਨ੍ਹਾਂ ਨੂੰ ਵਧਾਈਆਂ ਦਿੱਤੀਆਂ। (562, 452, 614, 470)
cyber-headline-line2: ਬਾਰੇ ਅਧਿਆਪਕਾਂ ਦੇ ਸਿਖਲਾਈ ਸੈਸ਼ਨ ਦੀ ਮੇਜ਼ਬਾਨੀ (280, 444, 478, 456)
print-slug: Loading-Moga 14-07-2025 Page 6 (4, 1, 86, 6)
sainik-headline-line2: ਰੈਂਕਿੰਗ ਸੈਨਿਕਾਂ ਦੀ ਹੋਈ ਭਰਤੀ ਸਬੰਧੀ ਕੀਤੀ ਵਿਸ਼ੇਸ਼ ਮੀਟਿੰਗ (196, 858, 426, 870)
page-number: 6 (467, 41, 478, 61)
manjit-body-col2: ਮਨਜੀਤ ਮਾਨ ਨੇ ਹਾਈ ਕਮਾਂਡ ਦਾ ਧੰਨਵਾਦ ਕਰਦਿਆਂ ਕਿਹਾ ਕਿ ਉਹ ਪਾਰਟੀ ਵਲੋਂ ਸੌਂਪੀ ਜ਼ਿੰਮੇਵਾਰੀ ਨੂੰ ਪੂਰੀ ਤਨਦੇਹੀ ਨਾਲ ਨਿਭਾਉਣਗੇ ਅਤੇ ਪਾਰਟੀ ਨੂੰ ਮਜ਼ਬੂਤ ਕਰਨਗੇ। (616, 380, 673, 418)
gurbani-ad-title: ਸ੍ਰੀ ਹਰਿਮੰਦਰ ਸਾਹਿਬ ਅੰਮ੍ਰਿਤਸਰ ਤੋਂ ਗੁਰਬਾਣੀ ਕੀਰਤਨ (8, 88, 161, 97)
kisan-caption: ਮੀਟਿੰਗ ਦੌਰਾਨ ਹਾਜ਼ਰ ਕਿਸਾਨ ਮਜ਼ਦੂਰ ਸੰਘਰਸ਼ ਕਮੇਟੀ ਦੇ ਆਗੂ। (248, 824, 361, 830)
akali-event-photo (420, 556, 673, 662)
